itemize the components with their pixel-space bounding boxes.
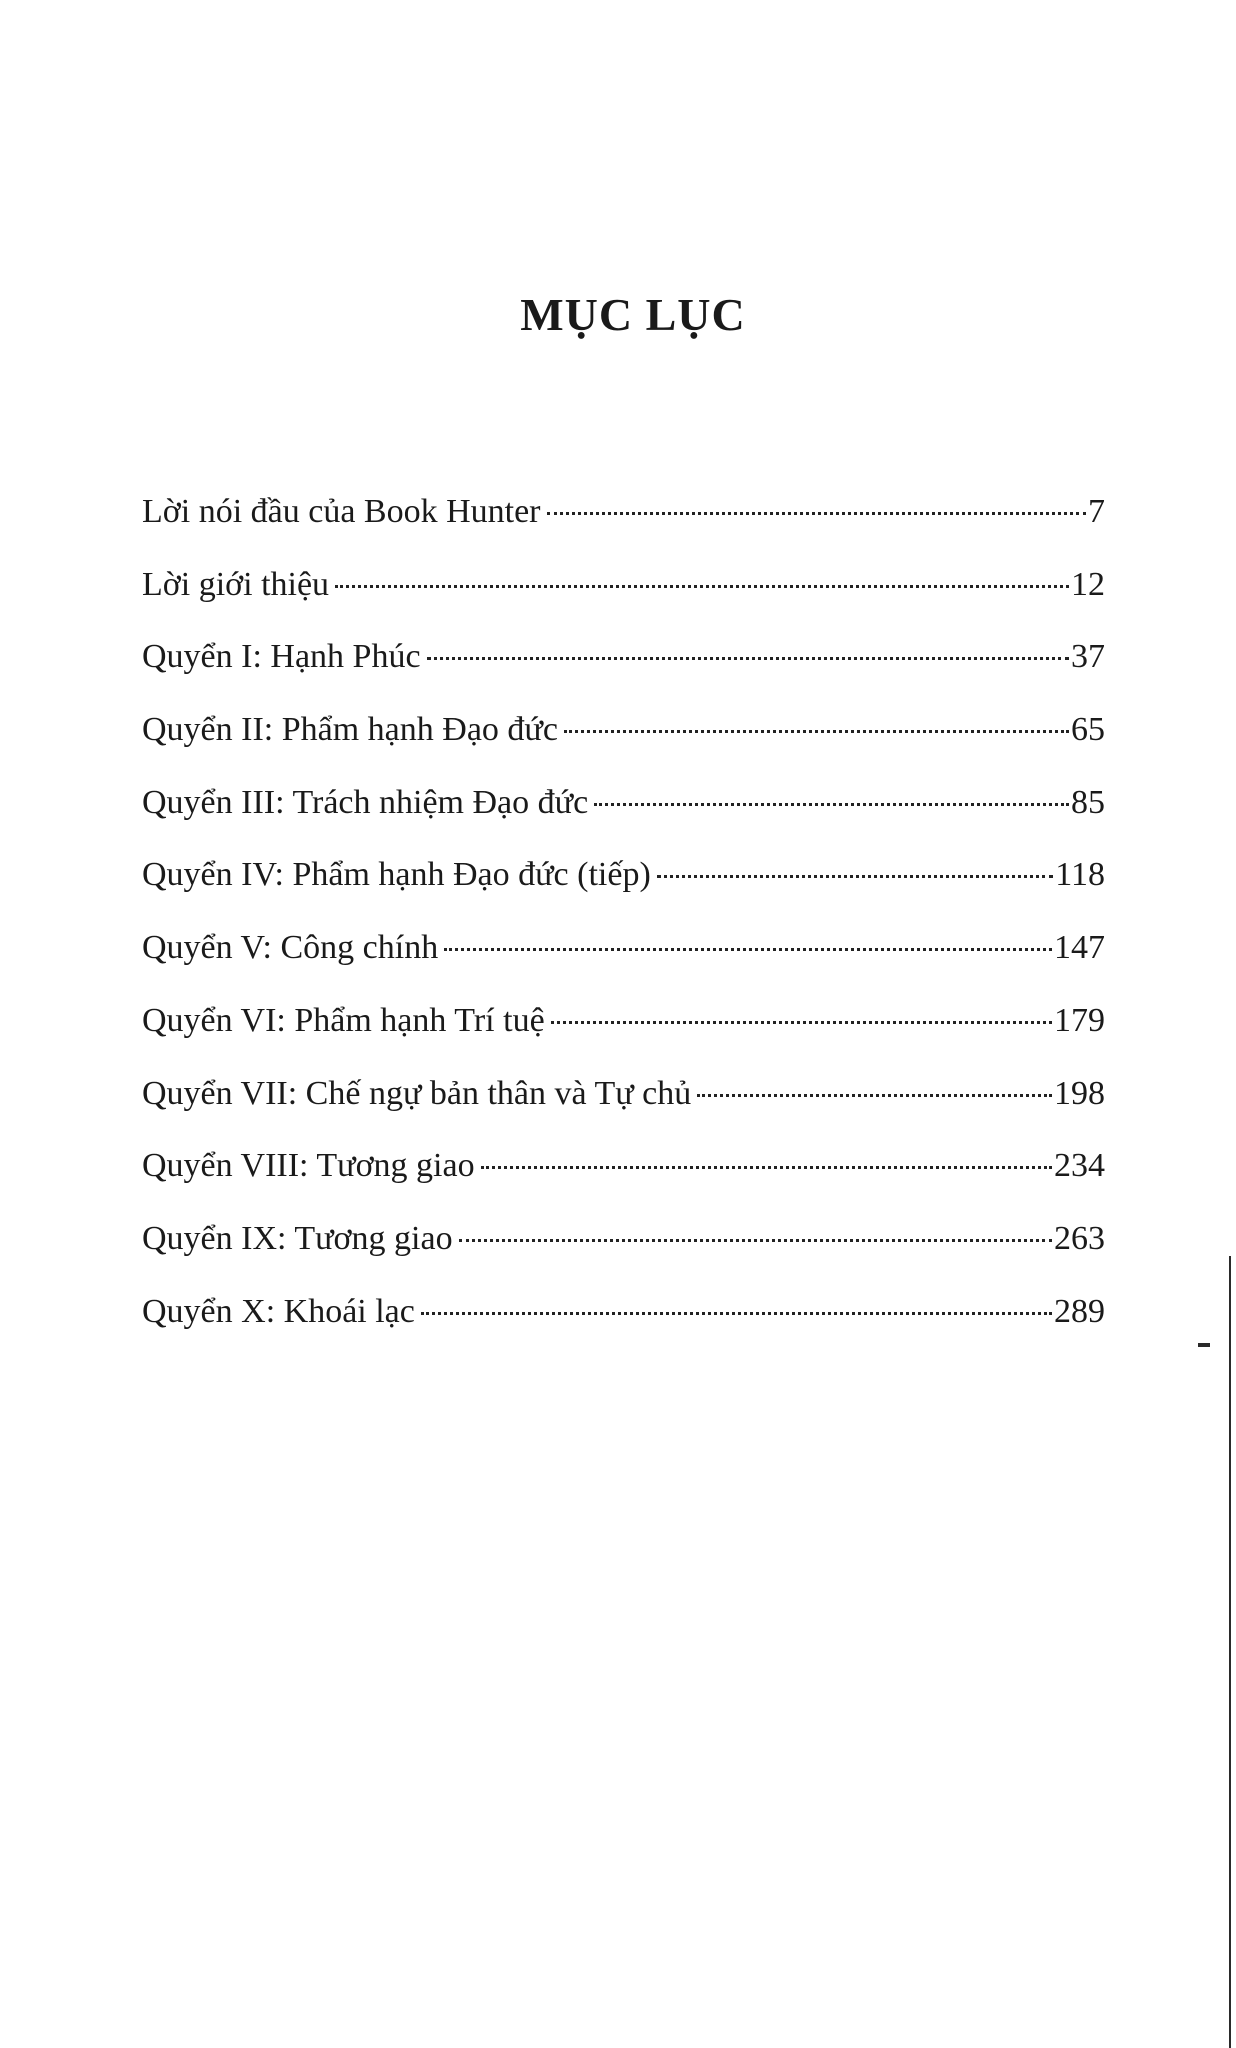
toc-entry <box>142 476 1105 549</box>
toc-entry <box>142 549 1105 622</box>
toc-entry <box>142 767 1105 840</box>
dot-leader <box>657 875 1053 878</box>
dot-leader <box>697 1094 1052 1097</box>
toc-entry <box>142 912 1105 985</box>
toc-entry <box>142 1203 1105 1276</box>
toc-entry-label: Quyển VI: Phẩm hạnh Trí tuệ <box>142 1001 545 1039</box>
toc-entry-label: Quyển III: Trách nhiệm Đạo đức <box>142 783 589 821</box>
toc-entry-label: Quyển X: Khoái lạc <box>142 1292 415 1330</box>
toc-entry-label: Quyển I: Hạnh Phúc <box>142 638 421 676</box>
dot-leader <box>594 803 1069 806</box>
toc-entry-page: 234 <box>1054 1147 1105 1185</box>
toc-entry-label: Lời nói đầu của Book Hunter <box>142 493 541 530</box>
toc-entry <box>142 621 1105 694</box>
dot-leader <box>421 1312 1052 1315</box>
toc-entry-page: 12 <box>1071 565 1105 603</box>
scan-mark <box>1198 1343 1210 1347</box>
page-edge-line <box>1229 1256 1231 2048</box>
page-title: MỤC LỤC <box>520 289 746 340</box>
toc-entry-label: Quyển VII: Chế ngự bản thân và Tự chủ <box>142 1074 692 1112</box>
toc-entry <box>142 694 1105 767</box>
toc-entry <box>142 839 1105 912</box>
toc-entry-page: 37 <box>1071 638 1105 676</box>
toc-entry-page: 65 <box>1071 711 1105 749</box>
toc-entry-page: 263 <box>1054 1219 1105 1257</box>
toc-entry <box>142 985 1105 1058</box>
dot-leader <box>444 948 1052 951</box>
toc-entry-label: Lời giới thiệu <box>142 565 330 603</box>
toc-entry-page: 289 <box>1054 1292 1105 1330</box>
toc-entry-page: 147 <box>1054 929 1105 967</box>
dot-leader <box>335 585 1069 588</box>
toc-entry-label: Quyển IV: Phẩm hạnh Đạo đức (tiếp) <box>142 856 651 894</box>
dot-leader <box>427 657 1069 660</box>
dot-leader <box>547 512 1086 515</box>
toc-entry-label: Quyển V: Công chính <box>142 929 439 967</box>
toc-entry-page: 198 <box>1054 1074 1105 1112</box>
toc-list <box>142 476 1105 1348</box>
toc-entry-page: 179 <box>1054 1001 1105 1039</box>
dot-leader <box>564 730 1069 733</box>
dot-leader <box>481 1166 1052 1169</box>
toc-entry-page: 7 <box>1088 493 1105 530</box>
dot-leader <box>459 1239 1052 1242</box>
toc-entry-page: 85 <box>1071 783 1105 821</box>
toc-entry <box>142 1058 1105 1131</box>
toc-entry-label: Quyển IX: Tương giao <box>142 1219 453 1257</box>
toc-entry-label: Quyển II: Phẩm hạnh Đạo đức <box>142 711 558 749</box>
toc-entry-label: Quyển VIII: Tương giao <box>142 1147 475 1185</box>
toc-entry-page: 118 <box>1055 856 1105 894</box>
toc-entry <box>142 1130 1105 1203</box>
toc-entry <box>142 1276 1105 1349</box>
dot-leader <box>551 1021 1052 1024</box>
